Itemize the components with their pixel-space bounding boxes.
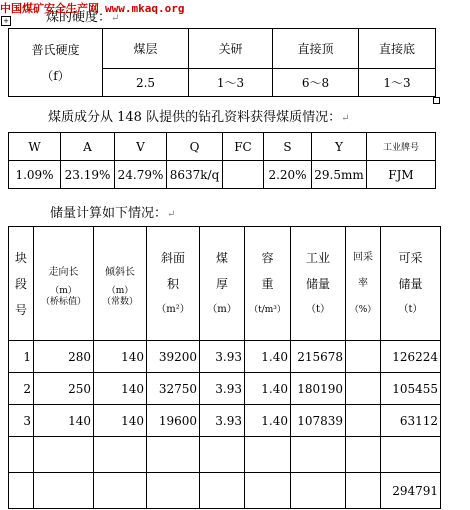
reserves-cell-area [147, 473, 200, 509]
reserves-cell-industrial [291, 473, 346, 509]
reserves-cell-recovery [346, 405, 381, 437]
reserves-cell-recovery [346, 341, 381, 373]
reserves-cell-industrial: 107839 [291, 405, 346, 437]
watermark-url[interactable]: www.mkaq.org [105, 2, 185, 15]
reserves-cell-thickness: 3.93 [200, 341, 245, 373]
hardness-val-0: 2.5 [103, 69, 189, 97]
quality-header-v: V [115, 133, 167, 161]
reserves-cell-thickness [200, 473, 245, 509]
reserves-cell-density: 1.40 [245, 405, 291, 437]
quality-header-a: A [61, 133, 115, 161]
reserves-body [9, 341, 441, 509]
reserves-cell-dip: 140 [94, 341, 147, 373]
reserves-cell-density: 1.40 [245, 341, 291, 373]
quality-header-fc: FC [223, 133, 264, 161]
reserves-cell-recoverable: 63112 [381, 405, 441, 437]
quality-val-a: 23.19% [61, 161, 115, 189]
reserves-cell-density: 1.40 [245, 373, 291, 405]
reserves-cell-strike: 140 [34, 405, 94, 437]
reserves-cell-industrial: 180190 [291, 373, 346, 405]
reserves-cell-dip: 140 [94, 373, 147, 405]
watermark-site-name: 中国煤矿安全生产网 [0, 2, 99, 15]
reserves-cell-recoverable [381, 437, 441, 473]
quality-val-fc [223, 161, 264, 189]
reserves-cell-area: 39200 [147, 341, 200, 373]
quality-val-grade: FJM [367, 161, 436, 189]
reserves-cell-recovery [346, 437, 381, 473]
reserves-table [8, 226, 441, 509]
reserves-cell-recoverable: 294791 [381, 473, 441, 509]
reserves-header-block: 块 段 号 [9, 227, 34, 341]
quality-header-q: Q [167, 133, 223, 161]
hardness-heading: 煤的硬度：↵ [46, 10, 120, 25]
hardness-header-unit: （f） [41, 68, 70, 83]
reserves-cell-block: 1 [9, 341, 34, 373]
reserves-cell-industrial [291, 437, 346, 473]
table-row [9, 341, 441, 373]
hardness-col-1: 关研 [189, 29, 273, 69]
table-row [9, 373, 441, 405]
reserves-cell-thickness: 3.93 [200, 405, 245, 437]
reserves-cell-area: 32750 [147, 373, 200, 405]
reserves-cell-block: 2 [9, 373, 34, 405]
reserves-cell-recoverable: 126224 [381, 341, 441, 373]
table-row [9, 437, 441, 473]
quality-table [8, 132, 436, 189]
quality-val-q: 8637k/q [167, 161, 223, 189]
hardness-table [8, 28, 436, 97]
reserves-cell-density [245, 473, 291, 509]
reserves-header-thickness: 煤 厚 （m） [200, 227, 245, 341]
quality-heading: 煤质成分从 148 队提供的钻孔资料获得煤质情况：↵ [48, 110, 350, 125]
reserves-cell-area: 19600 [147, 405, 200, 437]
reserves-cell-recovery [346, 373, 381, 405]
table-resize-handle-icon[interactable] [433, 97, 440, 104]
table-move-handle-icon[interactable]: + [1, 16, 11, 26]
hardness-val-2: 6～8 [273, 69, 359, 97]
reserves-cell-strike [34, 437, 94, 473]
quality-val-s: 2.20% [264, 161, 312, 189]
reserves-heading: 储量计算如下情况：↵ [50, 206, 176, 221]
quality-header-s: S [264, 133, 312, 161]
table-row [9, 473, 441, 509]
quality-header-grade: 工业牌号 [367, 133, 436, 161]
reserves-cell-strike: 280 [34, 341, 94, 373]
reserves-cell-recoverable: 105455 [381, 373, 441, 405]
hardness-col-2: 直接顶 [273, 29, 359, 69]
reserves-cell-thickness: 3.93 [200, 373, 245, 405]
quality-header-w: W [9, 133, 61, 161]
reserves-cell-recovery [346, 473, 381, 509]
reserves-header-recovery: 回采 率 （%） [346, 227, 381, 341]
reserves-header-density: 容 重 （t/m³） [245, 227, 291, 341]
hardness-col-3: 直接底 [359, 29, 436, 69]
hardness-header-cell [9, 29, 103, 97]
reserves-cell-industrial: 215678 [291, 341, 346, 373]
hardness-col-0: 煤层 [103, 29, 189, 69]
reserves-cell-density [245, 437, 291, 473]
reserves-cell-area [147, 437, 200, 473]
reserves-cell-strike: 250 [34, 373, 94, 405]
quality-val-w: 1.09% [9, 161, 61, 189]
reserves-header-strike: 走向长 （m） （桥标值） [34, 227, 94, 341]
reserves-cell-dip: 140 [94, 405, 147, 437]
hardness-val-1: 1～3 [189, 69, 273, 97]
watermark [0, 0, 184, 16]
table-row [9, 405, 441, 437]
quality-val-v: 24.79% [115, 161, 167, 189]
reserves-cell-thickness [200, 437, 245, 473]
reserves-cell-dip [94, 437, 147, 473]
reserves-header-area: 斜面 积 （m²） [147, 227, 200, 341]
reserves-cell-dip [94, 473, 147, 509]
reserves-header-recoverable: 可采 储量 （t） [381, 227, 441, 341]
hardness-val-3: 1～3 [359, 69, 436, 97]
reserves-cell-block: 3 [9, 405, 34, 437]
quality-val-y: 29.5mm [312, 161, 367, 189]
reserves-cell-block [9, 473, 34, 509]
reserves-header-dip: 倾斜长 （m） （常数） [94, 227, 147, 341]
reserves-header-industrial: 工业 储量 （t） [291, 227, 346, 341]
reserves-cell-block [9, 437, 34, 473]
hardness-header-label: 普氏硬度 [31, 42, 80, 57]
reserves-cell-strike [34, 473, 94, 509]
quality-header-y: Y [312, 133, 367, 161]
